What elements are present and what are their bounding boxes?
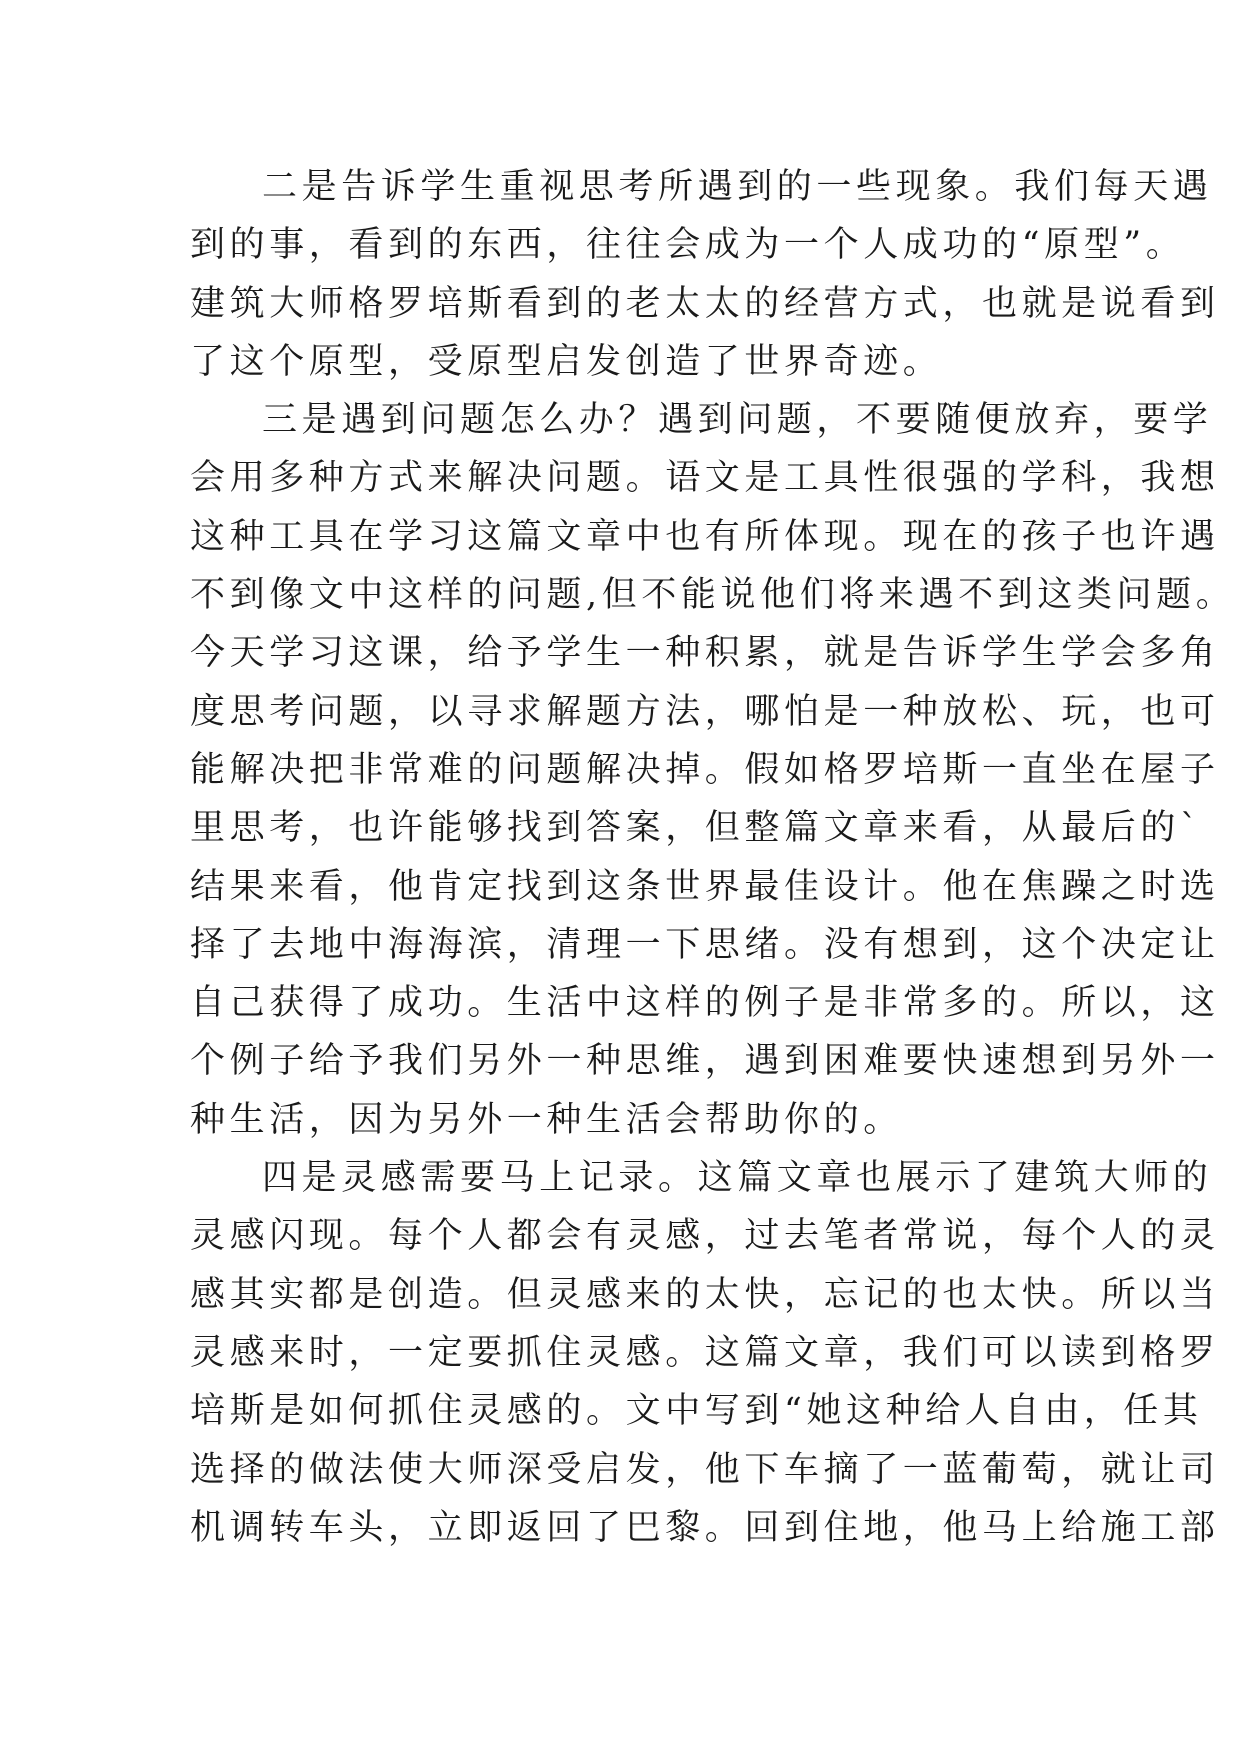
- paragraph-4-line-7: 机调转车头，立即返回了巴黎。回到住地，他马上给施工部: [190, 1507, 1220, 1548]
- paragraph-3-line-8: 里思考，也许能够找到答案，但整篇文章来看，从最后的`: [190, 808, 1203, 849]
- paragraph-3-line-10: 择了去地中海海滨，清理一下思绪。没有想到，这个决定让: [190, 924, 1220, 965]
- paragraph-3-line-7: 能解决把非常难的问题解决掉。假如格罗培斯一直坐在屋子: [190, 749, 1220, 790]
- paragraph-3-line-3: 这种工具在学习这篇文章中也有所体现。现在的孩子也许遇: [190, 516, 1220, 557]
- body-text: [190, 158, 1236, 1557]
- paragraph-2-line-4: 了这个原型，受原型启发创造了世界奇迹。: [190, 341, 943, 382]
- paragraph-4-line-5: 培斯是如何抓住灵感的。文中写到“她这种给人自由，任其: [190, 1391, 1203, 1432]
- paragraph-3-line-2: 会用多种方式来解决问题。语文是工具性很强的学科，我想: [190, 458, 1220, 499]
- paragraph-4-line-2: 灵感闪现。每个人都会有灵感，过去笔者常说，每个人的灵: [190, 1216, 1220, 1257]
- paragraph-2-line-2: 到的事，看到的东西，往往会成为一个人成功的“原型”。: [190, 225, 1186, 266]
- paragraph-3-line-6: 度思考问题，以寻求解题方法，哪怕是一种放松、玩，也可: [190, 691, 1220, 732]
- paragraph-4-line-1: 四是灵感需要马上记录。这篇文章也展示了建筑大师的: [262, 1158, 1213, 1199]
- paragraph-4-line-6: 选择的做法使大师深受启发，他下车摘了一蓝葡萄，就让司: [190, 1449, 1220, 1490]
- paragraph-3-line-1: 三是遇到问题怎么办？遇到问题，不要随便放弃，要学: [262, 400, 1213, 441]
- paragraph-3-line-13: 种生活，因为另外一种生活会帮助你的。: [190, 1099, 903, 1140]
- paragraph-3-line-12: 个例子给予我们另外一种思维，遇到困难要快速想到另外一: [190, 1041, 1220, 1082]
- paragraph-3-line-5: 今天学习这课，给予学生一种积累，就是告诉学生学会多角: [190, 633, 1220, 674]
- paragraph-4-line-3: 感其实都是创造。但灵感来的太快，忘记的也太快。所以当: [190, 1274, 1220, 1315]
- paragraph-3-line-4: 不到像文中这样的问题,但不能说他们将来遇不到这类问题。: [190, 575, 1236, 616]
- paragraph-2-line-1: 二是告诉学生重视思考所遇到的一些现象。我们每天遇: [262, 167, 1213, 207]
- paragraph-2-line-3: 建筑大师格罗培斯看到的老太太的经营方式，也就是说看到: [190, 283, 1220, 324]
- paragraph-4-line-4: 灵感来时，一定要抓住灵感。这篇文章，我们可以读到格罗: [190, 1332, 1220, 1373]
- paragraph-3-line-9: 结果来看，他肯定找到这条世界最佳设计。他在焦躁之时选: [190, 866, 1220, 907]
- paragraph-3-line-11: 自己获得了成功。生活中这样的例子是非常多的。所以，这: [190, 983, 1220, 1024]
